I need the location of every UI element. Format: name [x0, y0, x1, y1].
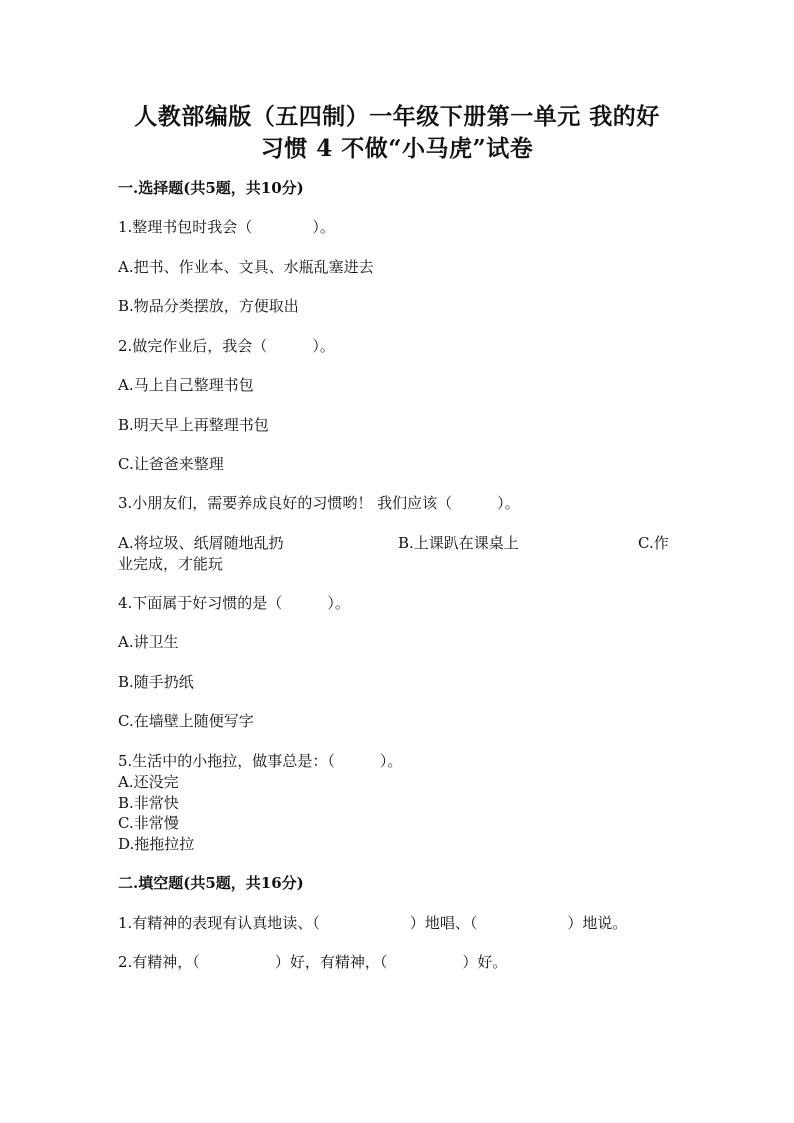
- fill-question-2: 2.有精神，（ ）好，有精神，（ ）好。: [118, 953, 508, 971]
- question-2-stem: 2.做完作业后，我会（ ）。: [118, 337, 335, 355]
- question-5-stem: 5.生活中的小拖拉，做事总是：（ ）。: [118, 752, 403, 770]
- question-5-option-c: C.非常慢: [118, 814, 179, 832]
- exam-title-line-1: 人教部编版（五四制）一年级下册第一单元 我的好: [134, 103, 660, 130]
- question-1-option-a: A.把书、作业本、文具、水瓶乱塞进去: [118, 258, 374, 276]
- question-2-option-c: C.让爸爸来整理: [118, 455, 224, 473]
- question-4-option-c: C.在墙壁上随便写字: [118, 712, 254, 730]
- question-3-option-c-continued: 业完成，才能玩: [118, 555, 224, 573]
- fill-question-1: 1.有精神的表现有认真地读、（ ）地唱、（ ）地说。: [118, 914, 628, 932]
- question-3-option-a: A.将垃圾、纸屑随地乱扔: [118, 534, 284, 552]
- question-1-option-b: B.物品分类摆放，方便取出: [118, 297, 299, 315]
- question-5-option-b: B.非常快: [118, 794, 179, 812]
- question-2-option-b: B.明天早上再整理书包: [118, 416, 269, 434]
- question-3-option-c: C.作: [638, 534, 669, 552]
- section-heading-choice: 一.选择题(共5题，共10分): [118, 179, 304, 197]
- question-3-option-b: B.上课趴在课桌上: [398, 534, 519, 552]
- question-5-option-a: A.还没完: [118, 773, 179, 791]
- question-2-option-a: A.马上自己整理书包: [118, 376, 254, 394]
- question-1-stem: 1.整理书包时我会（ ）。: [118, 218, 335, 236]
- question-4-option-a: A.讲卫生: [118, 633, 179, 651]
- question-3-stem: 3.小朋友们，需要养成良好的习惯哟！ 我们应该（ ）。: [118, 494, 520, 512]
- question-4-option-b: B.随手扔纸: [118, 673, 194, 691]
- question-5-option-d: D.拖拖拉拉: [118, 835, 195, 853]
- question-4-stem: 4.下面属于好习惯的是（ ）。: [118, 594, 350, 612]
- section-heading-fill-blank: 二.填空题(共5题，共16分): [118, 874, 304, 892]
- exam-title-line-2: 习惯 4 不做“小马虎”试卷: [260, 135, 534, 162]
